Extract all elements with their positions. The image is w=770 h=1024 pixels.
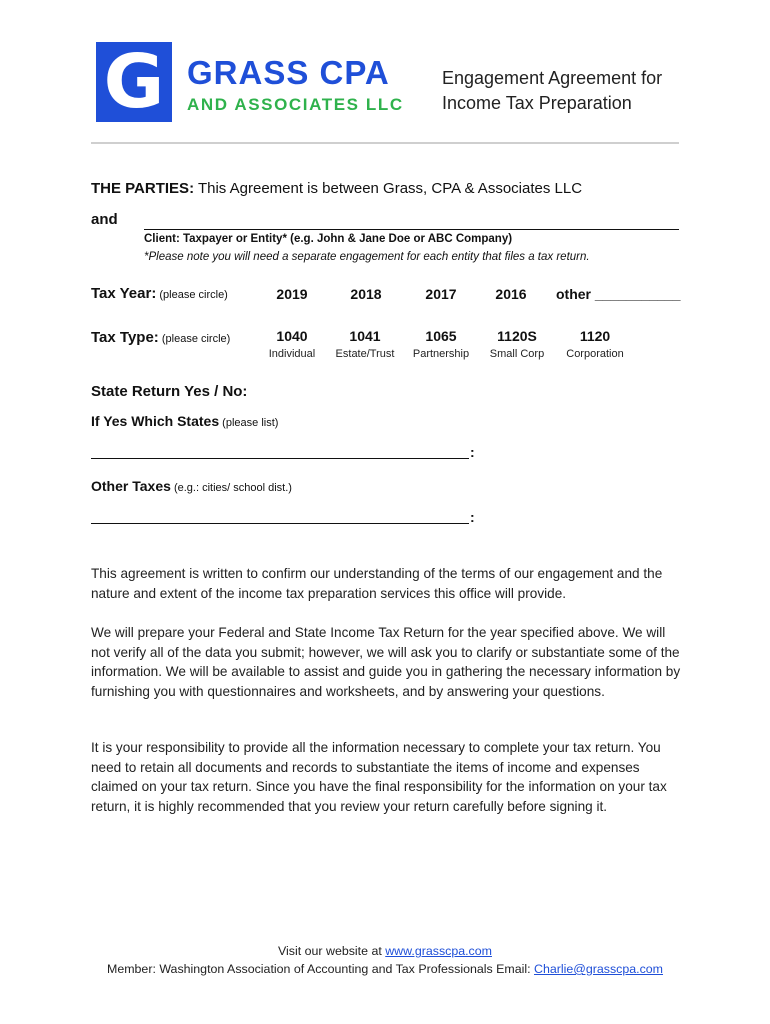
paragraph-text: We will prepare your Federal and State Income Tax Return for the year specified above. We will not verify all of the data you submit; however, we will ask you to clarify or substantiate some of the information. We will be available to assist and guide you in gathering the necessary information by furnishing you with questionnaires and worksheets, and by answering your questions. xyxy=(91,625,681,699)
tax-type-option-code[interactable]: 1065 xyxy=(425,328,457,344)
tax-type-option-code[interactable]: 1041 xyxy=(349,328,381,344)
parties-label: THE PARTIES: xyxy=(91,180,195,197)
tax-type-option-desc: Corporation xyxy=(566,348,624,360)
tax-type-option-code[interactable]: 1120S xyxy=(497,328,537,344)
document-title-line-2: Income Tax Preparation xyxy=(442,93,632,113)
other-taxes-colon: : xyxy=(470,509,475,525)
parties-statement xyxy=(91,180,582,197)
client-name-field[interactable] xyxy=(144,229,679,230)
other-taxes-hint: (e.g.: cities/ school dist.) xyxy=(170,482,292,494)
agreement-paragraph-3 xyxy=(91,738,683,816)
parties-text: This Agreement is between Grass, CPA & Associates LLC xyxy=(194,180,583,197)
tax-year-option[interactable]: 2019 xyxy=(276,286,308,302)
tax-type-option-desc: Estate/Trust xyxy=(335,348,395,360)
tax-year-hint: (please circle) xyxy=(156,289,228,301)
states-label-text: If Yes Which States xyxy=(91,413,220,429)
states-input-line[interactable] xyxy=(91,458,469,459)
tax-type-label-text: Tax Type: xyxy=(91,329,159,346)
other-taxes-label-text: Other Taxes xyxy=(91,478,171,494)
tax-type-option-desc: Small Corp xyxy=(489,348,545,360)
footer-visit-text: Visit our website at xyxy=(278,944,386,958)
tax-type-option-code[interactable]: 1120 xyxy=(579,328,611,344)
logo-mark xyxy=(96,39,172,125)
logo-letter: G xyxy=(103,39,165,125)
tax-type-label xyxy=(91,329,230,346)
footer-member-text: Member: Washington Association of Accounting and Tax Professionals Email: xyxy=(107,962,535,976)
tax-type-option-code[interactable]: 1040 xyxy=(276,328,308,344)
tax-year-option[interactable]: 2017 xyxy=(425,286,457,302)
brand-subtitle: AND ASSOCIATES LLC xyxy=(187,95,404,114)
tax-year-option-other[interactable]: other ___________ xyxy=(556,286,681,302)
paragraph-text: This agreement is written to confirm our understanding of the terms of our engagement and the nature and extent of the income tax preparation services this office will provide. xyxy=(91,566,663,601)
tax-type-option-desc: Partnership xyxy=(412,348,470,360)
client-note: *Please note you will need a separate engagement for each entity that files a tax return. xyxy=(144,251,590,263)
tax-year-option[interactable]: 2016 xyxy=(495,286,527,302)
tax-year-label-text: Tax Year: xyxy=(91,285,157,302)
paragraph-text: It is your responsibility to provide all the information necessary to complete your tax return. You need to retain all documents and records to substantiate the items of income and expenses claimed on your tax return. Since you have the final responsibility for the information on your tax return, it is highly recommended that you review your return carefully before signing it. xyxy=(91,740,667,814)
document-title-line-1: Engagement Agreement for xyxy=(442,68,663,88)
website-link[interactable]: www.grasscpa.com xyxy=(385,944,492,958)
tax-year-option[interactable]: 2018 xyxy=(350,286,382,302)
email-link[interactable]: Charlie@grasscpa.com xyxy=(534,962,663,976)
state-return-label: State Return Yes / No: xyxy=(91,383,248,400)
states-hint: (please list) xyxy=(219,417,279,429)
other-taxes-label xyxy=(91,478,292,494)
agreement-paragraph-2 xyxy=(91,623,683,701)
brand-name: GRASS CPA xyxy=(187,54,390,91)
states-label xyxy=(91,413,278,429)
footer-member-line xyxy=(0,962,770,976)
and-label: and xyxy=(91,211,118,228)
tax-type-option-desc: Individual xyxy=(268,348,316,360)
agreement-paragraph-1 xyxy=(91,564,683,603)
client-caption: Client: Taxpayer or Entity* (e.g. John & Jane Doe or ABC Company) xyxy=(144,233,513,245)
footer-website-line xyxy=(0,944,770,958)
document-title xyxy=(442,66,662,116)
tax-year-label xyxy=(91,285,228,302)
header-divider xyxy=(91,142,679,144)
tax-type-hint: (please circle) xyxy=(158,333,231,345)
other-taxes-input-line[interactable] xyxy=(91,523,469,524)
states-colon: : xyxy=(470,444,475,460)
